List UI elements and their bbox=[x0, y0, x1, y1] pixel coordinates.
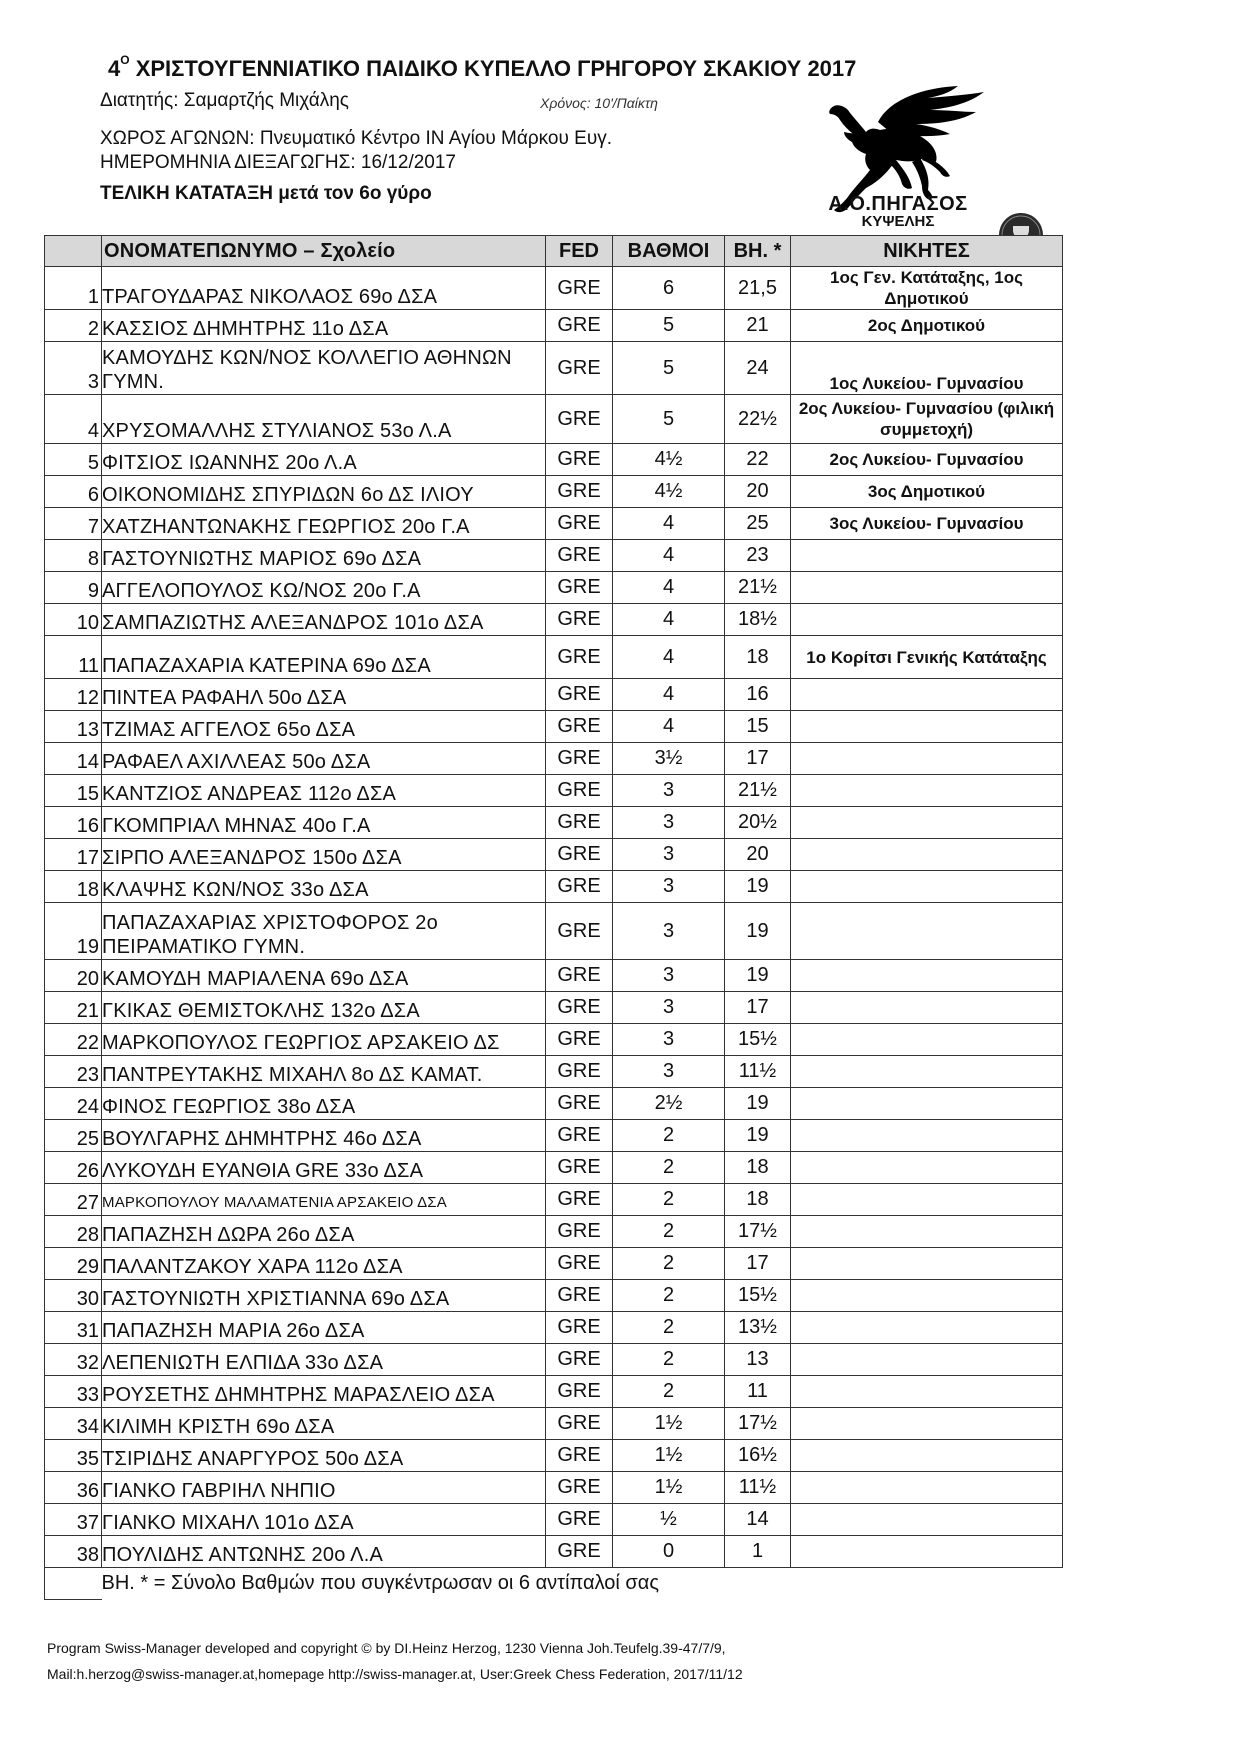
points-cell: 4½ bbox=[613, 444, 725, 476]
buchholz-cell: 19 bbox=[725, 1088, 791, 1120]
points-cell: 2 bbox=[613, 1216, 725, 1248]
points-cell: 4 bbox=[613, 711, 725, 743]
rank-cell: 22 bbox=[45, 1024, 102, 1056]
buchholz-cell: 20 bbox=[725, 839, 791, 871]
player-name-cell: ΟΙΚΟΝΟΜΙΔΗΣ ΣΠΥΡΙΔΩΝ 6ο ΔΣ ΙΛΙΟΥ bbox=[102, 476, 546, 508]
fed-cell: GRE bbox=[546, 1216, 613, 1248]
fed-cell: GRE bbox=[546, 1376, 613, 1408]
table-row bbox=[45, 1504, 1063, 1536]
table-row bbox=[45, 1440, 1063, 1472]
table-header-row bbox=[45, 236, 1063, 267]
buchholz-cell: 13 bbox=[725, 1344, 791, 1376]
winner-title-cell bbox=[791, 807, 1063, 839]
rank-cell: 13 bbox=[45, 711, 102, 743]
points-cell: ½ bbox=[613, 1504, 725, 1536]
table-row bbox=[45, 903, 1063, 960]
rank-cell: 37 bbox=[45, 1504, 102, 1536]
winner-title-cell bbox=[791, 1280, 1063, 1312]
rank-cell: 6 bbox=[45, 476, 102, 508]
header-winners: ΝΙΚΗΤΕΣ bbox=[791, 236, 1063, 267]
buchholz-cell: 18 bbox=[725, 636, 791, 679]
fed-cell: GRE bbox=[546, 679, 613, 711]
rank-cell: 23 bbox=[45, 1056, 102, 1088]
buchholz-cell: 14 bbox=[725, 1504, 791, 1536]
fed-cell: GRE bbox=[546, 807, 613, 839]
buchholz-cell: 17½ bbox=[725, 1408, 791, 1440]
table-row bbox=[45, 743, 1063, 775]
table-row bbox=[45, 1152, 1063, 1184]
fed-cell: GRE bbox=[546, 839, 613, 871]
standings-table bbox=[44, 235, 1063, 1600]
winner-title-cell bbox=[791, 1248, 1063, 1280]
points-cell: 3 bbox=[613, 960, 725, 992]
rank-cell: 34 bbox=[45, 1408, 102, 1440]
player-name-cell: ΓΑΣΤΟΥΝΙΩΤΗΣ ΜΑΡΙΟΣ 69ο ΔΣΑ bbox=[102, 540, 546, 572]
points-cell: 0 bbox=[613, 1536, 725, 1568]
winner-title-cell bbox=[791, 1312, 1063, 1344]
buchholz-cell: 13½ bbox=[725, 1312, 791, 1344]
player-name-cell: ΧΑΤΖΗΑΝΤΩΝΑΚΗΣ ΓΕΩΡΓΙΟΣ 20ο Γ.Α bbox=[102, 508, 546, 540]
buchholz-cell: 22½ bbox=[725, 395, 791, 444]
winner-title-cell bbox=[791, 839, 1063, 871]
rank-cell: 38 bbox=[45, 1536, 102, 1568]
time-control-text: Χρόνος: 10'/Παίκτη bbox=[540, 95, 658, 111]
buchholz-cell: 22 bbox=[725, 444, 791, 476]
rank-cell: 9 bbox=[45, 572, 102, 604]
points-cell: 3 bbox=[613, 992, 725, 1024]
standings-subtitle: ΤΕΛΙΚΗ ΚΑΤΑΤΑΞΗ μετά τον 6ο γύρο bbox=[100, 183, 432, 204]
points-cell: 4 bbox=[613, 572, 725, 604]
fed-cell: GRE bbox=[546, 1056, 613, 1088]
fed-cell: GRE bbox=[546, 871, 613, 903]
table-row bbox=[45, 1280, 1063, 1312]
player-name-cell: ΠΟΥΛΙΔΗΣ ΑΝΤΩΝΗΣ 20ο Λ.Α bbox=[102, 1536, 546, 1568]
winner-title-cell: 1ος Λυκείου- Γυμνασίου bbox=[791, 342, 1063, 395]
points-cell: 3 bbox=[613, 903, 725, 960]
player-name-cell: ΑΓΓΕΛΟΠΟΥΛΟΣ ΚΩ/ΝΟΣ 20ο Γ.Α bbox=[102, 572, 546, 604]
winner-title-cell bbox=[791, 1088, 1063, 1120]
player-name-cell: ΚΑΣΣΙΟΣ ΔΗΜΗΤΡΗΣ 11ο ΔΣΑ bbox=[102, 310, 546, 342]
table-row bbox=[45, 604, 1063, 636]
table-row bbox=[45, 476, 1063, 508]
buchholz-cell: 19 bbox=[725, 960, 791, 992]
winner-title-cell bbox=[791, 1472, 1063, 1504]
rank-cell: 29 bbox=[45, 1248, 102, 1280]
table-row bbox=[45, 1184, 1063, 1216]
table-row bbox=[45, 679, 1063, 711]
buchholz-cell: 17½ bbox=[725, 1216, 791, 1248]
winner-title-cell: 2ος Λυκείου- Γυμνασίου bbox=[791, 444, 1063, 476]
player-name-cell: ΓΚΟΜΠΡΙΑΛ ΜΗΝΑΣ 40ο Γ.Α bbox=[102, 807, 546, 839]
table-row bbox=[45, 444, 1063, 476]
winner-title-cell bbox=[791, 540, 1063, 572]
points-cell: 3½ bbox=[613, 743, 725, 775]
fed-cell: GRE bbox=[546, 1024, 613, 1056]
buchholz-cell: 19 bbox=[725, 871, 791, 903]
table-row bbox=[45, 1248, 1063, 1280]
fed-cell: GRE bbox=[546, 540, 613, 572]
player-name-cell: ΓΙΑΝΚΟ ΜΙΧΑΗΛ 101ο ΔΣΑ bbox=[102, 1504, 546, 1536]
rank-cell: 36 bbox=[45, 1472, 102, 1504]
buchholz-cell: 25 bbox=[725, 508, 791, 540]
points-cell: 4 bbox=[613, 636, 725, 679]
rank-cell: 5 bbox=[45, 444, 102, 476]
player-name-cell: ΠΑΝΤΡΕΥΤΑΚΗΣ ΜΙΧΑΗΛ 8ο ΔΣ ΚΑΜΑΤ. bbox=[102, 1056, 546, 1088]
table-row bbox=[45, 508, 1063, 540]
player-name-cell: ΠΑΛΑΝΤΖΑΚΟΥ ΧΑΡΑ 112ο ΔΣΑ bbox=[102, 1248, 546, 1280]
player-name-cell: ΚΑΜΟΥΔΗ ΜΑΡΙΑΛΕΝΑ 69ο ΔΣΑ bbox=[102, 960, 546, 992]
buchholz-cell: 21,5 bbox=[725, 267, 791, 310]
player-name-cell: ΦΙΤΣΙΟΣ ΙΩΑΝΝΗΣ 20ο Λ.Α bbox=[102, 444, 546, 476]
table-row bbox=[45, 636, 1063, 679]
table-row bbox=[45, 540, 1063, 572]
bh-legend: ΒΗ. * = Σύνολο Βαθμών που συγκέντρωσαν οι 6 αντίπαλοί σας bbox=[101, 1572, 659, 1594]
fed-cell: GRE bbox=[546, 1504, 613, 1536]
points-cell: 4 bbox=[613, 508, 725, 540]
player-name-cell: ΓΙΑΝΚΟ ΓΑΒΡΙΗΛ ΝΗΠΙΟ bbox=[102, 1472, 546, 1504]
player-name-cell: ΜΑΡΚΟΠΟΥΛΟΥ ΜΑΛΑΜΑΤΕΝΙΑ ΑΡΣΑΚΕΙΟ ΔΣΑ bbox=[102, 1184, 546, 1216]
winner-title-cell bbox=[791, 775, 1063, 807]
buchholz-cell: 24 bbox=[725, 342, 791, 395]
fed-cell: GRE bbox=[546, 1184, 613, 1216]
fed-cell: GRE bbox=[546, 743, 613, 775]
buchholz-cell: 17 bbox=[725, 992, 791, 1024]
fed-cell: GRE bbox=[546, 267, 613, 310]
fed-cell: GRE bbox=[546, 636, 613, 679]
legend-blank-cell bbox=[45, 1568, 102, 1600]
winner-title-cell bbox=[791, 1504, 1063, 1536]
buchholz-cell: 15½ bbox=[725, 1280, 791, 1312]
points-cell: 6 bbox=[613, 267, 725, 310]
table-row bbox=[45, 342, 1063, 395]
winner-title-cell bbox=[791, 992, 1063, 1024]
table-row bbox=[45, 839, 1063, 871]
buchholz-cell: 23 bbox=[725, 540, 791, 572]
buchholz-cell: 17 bbox=[725, 1248, 791, 1280]
points-cell: 5 bbox=[613, 342, 725, 395]
buchholz-cell: 18 bbox=[725, 1152, 791, 1184]
player-name-cell: ΠΑΠΑΖΑΧΑΡΙΑ ΚΑΤΕΡΙΝΑ 69ο ΔΣΑ bbox=[102, 636, 546, 679]
buchholz-cell: 15½ bbox=[725, 1024, 791, 1056]
rank-cell: 18 bbox=[45, 871, 102, 903]
winner-title-cell: 3ος Δημοτικού bbox=[791, 476, 1063, 508]
rank-cell: 31 bbox=[45, 1312, 102, 1344]
player-name-cell: ΒΟΥΛΓΑΡΗΣ ΔΗΜΗΤΡΗΣ 46ο ΔΣΑ bbox=[102, 1120, 546, 1152]
table-row bbox=[45, 871, 1063, 903]
rank-cell: 32 bbox=[45, 1344, 102, 1376]
table-row bbox=[45, 1216, 1063, 1248]
fed-cell: GRE bbox=[546, 1248, 613, 1280]
rank-cell: 7 bbox=[45, 508, 102, 540]
fed-cell: GRE bbox=[546, 1312, 613, 1344]
table-row bbox=[45, 711, 1063, 743]
points-cell: 3 bbox=[613, 839, 725, 871]
fed-cell: GRE bbox=[546, 1088, 613, 1120]
fed-cell: GRE bbox=[546, 1120, 613, 1152]
footer-line-2: Mail:h.herzog@swiss-manager.at,homepage http://swiss-manager.at, User:Greek Chess Federation, 2017/11/12 bbox=[47, 1666, 743, 1682]
fed-cell: GRE bbox=[546, 572, 613, 604]
winner-title-cell bbox=[791, 1056, 1063, 1088]
points-cell: 2 bbox=[613, 1184, 725, 1216]
rank-cell: 30 bbox=[45, 1280, 102, 1312]
player-name-cell: ΧΡΥΣΟΜΑΛΛΗΣ ΣΤΥΛΙΑΝΟΣ 53ο Λ.Α bbox=[102, 395, 546, 444]
points-cell: 2 bbox=[613, 1280, 725, 1312]
points-cell: 5 bbox=[613, 310, 725, 342]
rank-cell: 8 bbox=[45, 540, 102, 572]
fed-cell: GRE bbox=[546, 310, 613, 342]
fed-cell: GRE bbox=[546, 604, 613, 636]
buchholz-cell: 1 bbox=[725, 1536, 791, 1568]
header-name: ΟΝΟΜΑΤΕΠΩΝΥΜΟ – Σχολείο bbox=[102, 236, 546, 267]
player-name-cell: ΣΙΡΠΟ ΑΛΕΞΑΝΔΡΟΣ 150ο ΔΣΑ bbox=[102, 839, 546, 871]
winner-title-cell bbox=[791, 1344, 1063, 1376]
winner-title-cell: 2ος Δημοτικού bbox=[791, 310, 1063, 342]
winner-title-cell bbox=[791, 1024, 1063, 1056]
rank-cell: 25 bbox=[45, 1120, 102, 1152]
player-name-cell: ΛΕΠΕΝΙΩΤΗ ΕΛΠΙΔΑ 33ο ΔΣΑ bbox=[102, 1344, 546, 1376]
rank-cell: 28 bbox=[45, 1216, 102, 1248]
player-name-cell: ΡΑΦΑΕΛ ΑΧΙΛΛΕΑΣ 50ο ΔΣΑ bbox=[102, 743, 546, 775]
rank-cell: 17 bbox=[45, 839, 102, 871]
points-cell: 2½ bbox=[613, 1088, 725, 1120]
winner-title-cell: 2ος Λυκείου- Γυμνασίου (φιλική συμμετοχή) bbox=[791, 395, 1063, 444]
player-name-cell: ΚΙΛΙΜΗ ΚΡΙΣΤΗ 69ο ΔΣΑ bbox=[102, 1408, 546, 1440]
points-cell: 2 bbox=[613, 1248, 725, 1280]
points-cell: 3 bbox=[613, 1024, 725, 1056]
table-row bbox=[45, 1472, 1063, 1504]
fed-cell: GRE bbox=[546, 960, 613, 992]
rank-cell: 10 bbox=[45, 604, 102, 636]
buchholz-cell: 20 bbox=[725, 476, 791, 508]
rank-cell: 14 bbox=[45, 743, 102, 775]
points-cell: 1½ bbox=[613, 1408, 725, 1440]
table-row bbox=[45, 395, 1063, 444]
table-row bbox=[45, 1088, 1063, 1120]
winner-title-cell bbox=[791, 871, 1063, 903]
winner-title-cell bbox=[791, 1152, 1063, 1184]
points-cell: 2 bbox=[613, 1312, 725, 1344]
rank-cell: 1 bbox=[45, 267, 102, 310]
fed-cell: GRE bbox=[546, 711, 613, 743]
winner-title-cell bbox=[791, 960, 1063, 992]
player-name-cell: ΓΚΙΚΑΣ ΘΕΜΙΣΤΟΚΛΗΣ 132ο ΔΣΑ bbox=[102, 992, 546, 1024]
buchholz-cell: 19 bbox=[725, 903, 791, 960]
winner-title-cell: 3ος Λυκείου- Γυμνασίου bbox=[791, 508, 1063, 540]
table-row bbox=[45, 1056, 1063, 1088]
player-name-cell: ΛΥΚΟΥΔΗ ΕΥΑΝΘΙΑ GRE 33ο ΔΣΑ bbox=[102, 1152, 546, 1184]
date-text: ΗΜΕΡΟΜΗΝΙΑ ΔΙΕΞΑΓΩΓΗΣ: 16/12/2017 bbox=[100, 152, 456, 173]
table-row bbox=[45, 1376, 1063, 1408]
winner-title-cell bbox=[791, 572, 1063, 604]
winner-title-cell bbox=[791, 743, 1063, 775]
winner-title-cell bbox=[791, 1216, 1063, 1248]
winner-title-cell bbox=[791, 679, 1063, 711]
points-cell: 3 bbox=[613, 1056, 725, 1088]
rank-cell: 3 bbox=[45, 342, 102, 395]
player-name-cell: ΠΑΠΑΖΗΣΗ ΔΩΡΑ 26ο ΔΣΑ bbox=[102, 1216, 546, 1248]
club-subname: ΚΥΨΕΛΗΣ bbox=[861, 213, 935, 230]
buchholz-cell: 21½ bbox=[725, 572, 791, 604]
table-row bbox=[45, 1536, 1063, 1568]
fed-cell: GRE bbox=[546, 1408, 613, 1440]
arbiter-text: Διατητής: Σαμαρτζής Μιχάλης bbox=[100, 90, 349, 111]
fed-cell: GRE bbox=[546, 1152, 613, 1184]
buchholz-cell: 15 bbox=[725, 711, 791, 743]
buchholz-cell: 16½ bbox=[725, 1440, 791, 1472]
points-cell: 2 bbox=[613, 1152, 725, 1184]
winner-title-cell bbox=[791, 604, 1063, 636]
table-row bbox=[45, 572, 1063, 604]
header-points: ΒΑΘΜΟΙ bbox=[613, 236, 725, 267]
fed-cell: GRE bbox=[546, 476, 613, 508]
points-cell: 1½ bbox=[613, 1440, 725, 1472]
rank-cell: 26 bbox=[45, 1152, 102, 1184]
fed-cell: GRE bbox=[546, 992, 613, 1024]
table-row bbox=[45, 1024, 1063, 1056]
venue-text: ΧΩΡΟΣ ΑΓΩΝΩΝ: Πνευματικό Κέντρο ΙΝ Αγίου Μάρκου Ευγ. bbox=[100, 128, 612, 149]
buchholz-cell: 19 bbox=[725, 1120, 791, 1152]
points-cell: 4 bbox=[613, 604, 725, 636]
fed-cell: GRE bbox=[546, 1472, 613, 1504]
points-cell: 2 bbox=[613, 1120, 725, 1152]
player-name-cell: ΤΣΙΡΙΔΗΣ ΑΝΑΡΓΥΡΟΣ 50ο ΔΣΑ bbox=[102, 1440, 546, 1472]
buchholz-cell: 11½ bbox=[725, 1056, 791, 1088]
rank-cell: 19 bbox=[45, 903, 102, 960]
rank-cell: 15 bbox=[45, 775, 102, 807]
table-row bbox=[45, 992, 1063, 1024]
buchholz-cell: 11 bbox=[725, 1376, 791, 1408]
buchholz-cell: 17 bbox=[725, 743, 791, 775]
points-cell: 1½ bbox=[613, 1472, 725, 1504]
buchholz-cell: 11½ bbox=[725, 1472, 791, 1504]
rank-cell: 24 bbox=[45, 1088, 102, 1120]
fed-cell: GRE bbox=[546, 1344, 613, 1376]
winner-title-cell: 1ο Κορίτσι Γενικής Κατάταξης bbox=[791, 636, 1063, 679]
player-name-cell: ΤΖΙΜΑΣ ΑΓΓΕΛΟΣ 65ο ΔΣΑ bbox=[102, 711, 546, 743]
header-rank bbox=[45, 236, 102, 267]
buchholz-cell: 18 bbox=[725, 1184, 791, 1216]
rank-cell: 4 bbox=[45, 395, 102, 444]
points-cell: 4½ bbox=[613, 476, 725, 508]
points-cell: 3 bbox=[613, 807, 725, 839]
buchholz-cell: 18½ bbox=[725, 604, 791, 636]
table-row bbox=[45, 807, 1063, 839]
player-name-cell: ΜΑΡΚΟΠΟΥΛΟΣ ΓΕΩΡΓΙΟΣ ΑΡΣΑΚΕΙΟ ΔΣ bbox=[102, 1024, 546, 1056]
rank-cell: 12 bbox=[45, 679, 102, 711]
header-bh: ΒΗ. * bbox=[725, 236, 791, 267]
fed-cell: GRE bbox=[546, 1536, 613, 1568]
winner-title-cell bbox=[791, 711, 1063, 743]
table-row bbox=[45, 775, 1063, 807]
winner-title-cell bbox=[791, 1536, 1063, 1568]
table-row bbox=[45, 1312, 1063, 1344]
fed-cell: GRE bbox=[546, 444, 613, 476]
rank-cell: 2 bbox=[45, 310, 102, 342]
winner-title-cell bbox=[791, 1184, 1063, 1216]
fed-cell: GRE bbox=[546, 775, 613, 807]
points-cell: 3 bbox=[613, 775, 725, 807]
player-name-cell: ΡΟΥΣΕΤΗΣ ΔΗΜΗΤΡΗΣ ΜΑΡΑΣΛΕΙΟ ΔΣΑ bbox=[102, 1376, 546, 1408]
fed-cell: GRE bbox=[546, 342, 613, 395]
fed-cell: GRE bbox=[546, 395, 613, 444]
footer-line-1: Program Swiss-Manager developed and copyright © by DI.Heinz Herzog, 1230 Vienna Joh.Teufelg.39-47/7/9, bbox=[47, 1640, 726, 1656]
player-name-cell: ΚΛΑΨΗΣ ΚΩΝ/ΝΟΣ 33ο ΔΣΑ bbox=[102, 871, 546, 903]
points-cell: 4 bbox=[613, 679, 725, 711]
buchholz-cell: 20½ bbox=[725, 807, 791, 839]
buchholz-cell: 16 bbox=[725, 679, 791, 711]
player-name-cell: ΓΑΣΤΟΥΝΙΩΤΗ ΧΡΙΣΤΙΑΝΝΑ 69ο ΔΣΑ bbox=[102, 1280, 546, 1312]
table-row bbox=[45, 310, 1063, 342]
rank-cell: 11 bbox=[45, 636, 102, 679]
player-name-cell: ΚΑΜΟΥΔΗΣ ΚΩΝ/ΝΟΣ ΚΟΛΛΕΓΙΟ ΑΘΗΝΩΝ ΓΥΜΝ. bbox=[102, 342, 546, 395]
points-cell: 4 bbox=[613, 540, 725, 572]
fed-cell: GRE bbox=[546, 903, 613, 960]
fed-cell: GRE bbox=[546, 508, 613, 540]
winner-title-cell bbox=[791, 1376, 1063, 1408]
player-name-cell: ΣΑΜΠΑΖΙΩΤΗΣ ΑΛΕΞΑΝΔΡΟΣ 101ο ΔΣΑ bbox=[102, 604, 546, 636]
rank-cell: 20 bbox=[45, 960, 102, 992]
winner-title-cell bbox=[791, 1120, 1063, 1152]
winner-title-cell bbox=[791, 1408, 1063, 1440]
points-cell: 3 bbox=[613, 871, 725, 903]
buchholz-cell: 21½ bbox=[725, 775, 791, 807]
winner-title-cell bbox=[791, 1440, 1063, 1472]
rank-cell: 16 bbox=[45, 807, 102, 839]
club-name: Α.Ο.ΠΗΓΑΣΟΣ bbox=[828, 193, 968, 215]
player-name-cell: ΠΙΝΤΕΑ ΡΑΦΑΗΛ 50ο ΔΣΑ bbox=[102, 679, 546, 711]
buchholz-cell: 21 bbox=[725, 310, 791, 342]
rank-cell: 27 bbox=[45, 1184, 102, 1216]
page-title: $4^O$ ΧΡΙΣΤΟΥΓΕΝΝΙΑΤΙΚΟ ΠΑΙΔΙΚΟ ΚΥΠΕΛΛΟ ΓΡΗΓΟΡΟΥ ΣΚΑΚΙΟΥ 2017 bbox=[108, 52, 857, 81]
rank-cell: 35 bbox=[45, 1440, 102, 1472]
fed-cell: GRE bbox=[546, 1440, 613, 1472]
player-name-cell: ΚΑΝΤΖΙΟΣ ΑΝΔΡΕΑΣ 112ο ΔΣΑ bbox=[102, 775, 546, 807]
player-name-cell: ΠΑΠΑΖΑΧΑΡΙΑΣ ΧΡΙΣΤΟΦΟΡΟΣ 2ο ΠΕΙΡΑΜΑΤΙΚΟ ΓΥΜΝ. bbox=[102, 903, 546, 960]
table-row bbox=[45, 1120, 1063, 1152]
rank-cell: 21 bbox=[45, 992, 102, 1024]
winner-title-cell bbox=[791, 903, 1063, 960]
player-name-cell: ΦΙΝΟΣ ΓΕΩΡΓΙΟΣ 38ο ΔΣΑ bbox=[102, 1088, 546, 1120]
winner-title-cell: 1ος Γεν. Κατάταξης, 1ος Δημοτικού bbox=[791, 267, 1063, 310]
rank-cell: 33 bbox=[45, 1376, 102, 1408]
table-row bbox=[45, 960, 1063, 992]
points-cell: 2 bbox=[613, 1376, 725, 1408]
legend-row bbox=[45, 1568, 1063, 1600]
points-cell: 2 bbox=[613, 1344, 725, 1376]
player-name-cell: ΤΡΑΓΟΥΔΑΡΑΣ ΝΙΚΟΛΑΟΣ 69ο ΔΣΑ bbox=[102, 267, 546, 310]
points-cell: 5 bbox=[613, 395, 725, 444]
fed-cell: GRE bbox=[546, 1280, 613, 1312]
header-fed: FED bbox=[546, 236, 613, 267]
table-row bbox=[45, 1408, 1063, 1440]
table-row bbox=[45, 267, 1063, 310]
table-row bbox=[45, 1344, 1063, 1376]
player-name-cell: ΠΑΠΑΖΗΣΗ ΜΑΡΙΑ 26ο ΔΣΑ bbox=[102, 1312, 546, 1344]
